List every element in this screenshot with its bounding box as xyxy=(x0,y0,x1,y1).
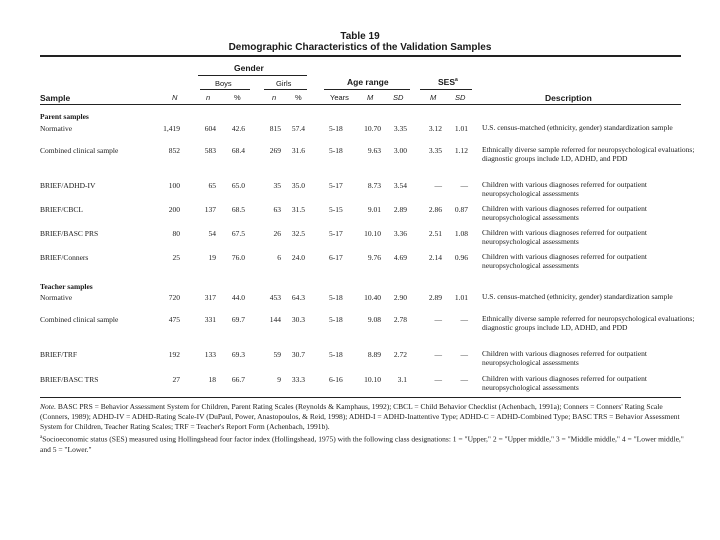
cell-years: 5-18 xyxy=(329,315,343,324)
cell-age-m: 10.70 xyxy=(364,124,381,133)
cell-boys-pct: 67.5 xyxy=(231,229,245,238)
cell-age-sd: 2.78 xyxy=(393,315,407,324)
header-boys: Boys xyxy=(215,79,232,88)
header-girls: Girls xyxy=(276,79,292,88)
header-ses-sd: SD xyxy=(455,93,466,102)
cell-ses-m: — xyxy=(434,375,442,384)
cell-description: Ethnically diverse sample referred for neuropsychological evaluations; diagnostic groups include LD, ADHD, and PDD xyxy=(482,314,695,332)
cell-boys-n: 331 xyxy=(204,315,216,324)
cell-ses-m: 2.86 xyxy=(428,205,442,214)
cell-boys-n: 604 xyxy=(204,124,216,133)
girls-rule xyxy=(264,89,307,90)
cell-description: Children with various diagnoses referred for outpatient neuropsychological assessments xyxy=(482,204,647,222)
cell-girls-n: 144 xyxy=(269,315,281,324)
cell-ses-m: 2.14 xyxy=(428,253,442,262)
cell-ses-sd: 1.12 xyxy=(454,146,468,155)
cell-boys-n: 18 xyxy=(208,375,216,384)
cell-age-m: 10.40 xyxy=(364,293,381,302)
cell-N: 200 xyxy=(168,205,180,214)
cell-sample: Combined clinical sample xyxy=(40,146,119,155)
footnote-text: Socioeconomic status (SES) measured using Hollingshead four factor index (Hollingshead, 1975) with the following class designations: 1 = "Upper," 2 = "Upper middle," 3 = "Middle middle," 4 = "Lower middle," and 5 = "Lower." xyxy=(40,434,684,454)
cell-age-sd: 2.90 xyxy=(393,293,407,302)
cell-sample: BRIEF/BASC PRS xyxy=(40,229,99,238)
cell-boys-pct: 69.3 xyxy=(231,350,245,359)
cell-boys-pct: 68.5 xyxy=(231,205,245,214)
cell-girls-n: 9 xyxy=(277,375,281,384)
header-girls-n: n xyxy=(272,93,277,102)
cell-sample: BRIEF/ADHD-IV xyxy=(40,181,96,190)
cell-girls-pct: 30.3 xyxy=(291,315,305,324)
cell-boys-pct: 44.0 xyxy=(231,293,245,302)
cell-age-sd: 2.89 xyxy=(393,205,407,214)
cell-ses-sd: 1.08 xyxy=(454,229,468,238)
cell-description: Children with various diagnoses referred for outpatient neuropsychological assessments xyxy=(482,180,647,198)
cell-boys-pct: 42.6 xyxy=(231,124,245,133)
header-boys-n: n xyxy=(206,93,211,102)
cell-ses-m: 2.51 xyxy=(428,229,442,238)
ses-rule xyxy=(420,89,472,90)
cell-girls-n: 63 xyxy=(273,205,281,214)
cell-girls-pct: 64.3 xyxy=(291,293,305,302)
cell-girls-pct: 32.5 xyxy=(291,229,305,238)
cell-years: 5-18 xyxy=(329,293,343,302)
cell-girls-n: 59 xyxy=(273,350,281,359)
cell-N: 27 xyxy=(172,375,180,384)
cell-girls-n: 453 xyxy=(269,293,281,302)
cell-sample: Combined clinical sample xyxy=(40,315,119,324)
cell-age-sd: 3.54 xyxy=(393,181,407,190)
cell-N: 192 xyxy=(168,350,180,359)
cell-ses-sd: — xyxy=(460,350,468,359)
cell-girls-pct: 33.3 xyxy=(291,375,305,384)
header-sample: Sample xyxy=(40,93,71,103)
cell-years: 6-16 xyxy=(329,375,343,384)
cell-sample: BRIEF/BASC TRS xyxy=(40,375,99,384)
cell-girls-n: 26 xyxy=(273,229,281,238)
cell-ses-m: — xyxy=(434,315,442,324)
cell-girls-pct: 57.4 xyxy=(291,124,305,133)
cell-boys-pct: 66.7 xyxy=(231,375,245,384)
cell-girls-n: 6 xyxy=(277,253,281,262)
cell-age-sd: 3.36 xyxy=(393,229,407,238)
cell-girls-pct: 31.6 xyxy=(291,146,305,155)
header-years: Years xyxy=(330,93,349,102)
cell-boys-pct: 68.4 xyxy=(231,146,245,155)
cell-years: 5-18 xyxy=(329,350,343,359)
cell-age-sd: 3.1 xyxy=(397,375,407,384)
cell-girls-pct: 30.7 xyxy=(291,350,305,359)
cell-girls-pct: 24.0 xyxy=(291,253,305,262)
cell-age-m: 10.10 xyxy=(364,229,381,238)
note-text: BASC PRS = Behavior Assessment System for Children, Parent Rating Scales (Reynolds & Kamphaus, 1992); CBCL = Child Behavior Checklist (Achenbach, 1991a); Conners = Conners' Rating Scale (Conners, 1989); ADHD-IV = ADHD-Rating Scale-IV (DuPaul, Power, Anastopoulos, & Reid, 1998); ADHD-I = ADHD-Inattentive Type; ADHD-C = ADHD-Combined Type; BASC TRS = Behavior Assessment System for Children, Teacher Rating Scales; TRF = Teacher's Report Form (Achenbach, 1991b). xyxy=(40,402,680,431)
cell-boys-pct: 65.0 xyxy=(231,181,245,190)
cell-sample: BRIEF/CBCL xyxy=(40,205,83,214)
cell-ses-m: 3.35 xyxy=(428,146,442,155)
header-gender: Gender xyxy=(234,63,264,73)
cell-ses-m: — xyxy=(434,350,442,359)
cell-age-sd: 3.00 xyxy=(393,146,407,155)
header-boys-pct: % xyxy=(234,93,241,102)
cell-girls-n: 35 xyxy=(273,181,281,190)
cell-years: 5-18 xyxy=(329,146,343,155)
cell-ses-sd: 0.96 xyxy=(454,253,468,262)
cell-ses-sd: — xyxy=(460,181,468,190)
header-age-range: Age range xyxy=(347,77,389,87)
cell-ses-sd: — xyxy=(460,375,468,384)
cell-boys-pct: 69.7 xyxy=(231,315,245,324)
cell-description: U.S. census-matched (ethnicity, gender) standardization sample xyxy=(482,292,673,301)
cell-girls-pct: 35.0 xyxy=(291,181,305,190)
age-rule xyxy=(324,89,410,90)
cell-N: 852 xyxy=(168,146,180,155)
cell-description: Children with various diagnoses referred for outpatient neuropsychological assessments xyxy=(482,252,647,270)
cell-ses-sd: 1.01 xyxy=(454,124,468,133)
boys-rule xyxy=(200,89,250,90)
cell-description: Children with various diagnoses referred for outpatient neuropsychological assessments xyxy=(482,228,647,246)
cell-age-sd: 2.72 xyxy=(393,350,407,359)
cell-sample: Normative xyxy=(40,293,73,302)
cell-boys-n: 317 xyxy=(204,293,216,302)
cell-N: 100 xyxy=(168,181,180,190)
cell-boys-n: 54 xyxy=(208,229,216,238)
footnote-paragraph xyxy=(40,433,685,455)
cell-ses-sd: — xyxy=(460,315,468,324)
section-label: Teacher samples xyxy=(40,282,93,291)
cell-boys-n: 65 xyxy=(208,181,216,190)
note-label: Note. xyxy=(40,402,57,411)
top-rule xyxy=(40,55,681,57)
cell-sample: BRIEF/Conners xyxy=(40,253,89,262)
cell-years: 5-15 xyxy=(329,205,343,214)
cell-age-m: 9.08 xyxy=(367,315,381,324)
cell-years: 5-17 xyxy=(329,229,343,238)
header-N: N xyxy=(172,93,178,102)
header-rule xyxy=(40,104,681,105)
cell-description: U.S. census-matched (ethnicity, gender) standardization sample xyxy=(482,123,673,132)
cell-age-sd: 4.69 xyxy=(393,253,407,262)
cell-ses-m: 3.12 xyxy=(428,124,442,133)
cell-ses-m: 2.89 xyxy=(428,293,442,302)
table-subtitle: Demographic Characteristics of the Validation Samples xyxy=(228,42,492,53)
cell-age-m: 9.76 xyxy=(367,253,381,262)
footnote-marker: a xyxy=(40,435,43,440)
cell-age-sd: 3.35 xyxy=(393,124,407,133)
cell-girls-n: 269 xyxy=(269,146,281,155)
table-title: Table 19 xyxy=(340,31,380,42)
cell-description: Children with various diagnoses referred for outpatient neuropsychological assessments xyxy=(482,349,647,367)
header-age-m: M xyxy=(367,93,374,102)
table-notes xyxy=(40,402,685,456)
note-paragraph xyxy=(40,402,685,432)
cell-boys-n: 133 xyxy=(204,350,216,359)
cell-description: Children with various diagnoses referred for outpatient neuropsychological assessments xyxy=(482,374,647,392)
cell-N: 1,419 xyxy=(163,124,180,133)
cell-ses-sd: 0.87 xyxy=(454,205,468,214)
cell-girls-n: 815 xyxy=(269,124,281,133)
cell-ses-sd: 1.01 xyxy=(454,293,468,302)
cell-years: 6-17 xyxy=(329,253,343,262)
cell-age-m: 10.10 xyxy=(364,375,381,384)
cell-N: 25 xyxy=(172,253,180,262)
cell-age-m: 9.01 xyxy=(367,205,381,214)
cell-sample: BRIEF/TRF xyxy=(40,350,78,359)
gender-rule xyxy=(198,75,307,76)
cell-boys-pct: 76.0 xyxy=(231,253,245,262)
cell-age-m: 9.63 xyxy=(367,146,381,155)
cell-boys-n: 583 xyxy=(204,146,216,155)
header-girls-pct: % xyxy=(295,93,302,102)
header-description: Description xyxy=(545,93,592,103)
header-age-sd: SD xyxy=(393,93,404,102)
header-ses-m: M xyxy=(430,93,437,102)
cell-N: 720 xyxy=(168,293,180,302)
section-label: Parent samples xyxy=(40,112,89,121)
cell-boys-n: 137 xyxy=(204,205,216,214)
cell-description: Ethnically diverse sample referred for neuropsychological evaluations; diagnostic groups include LD, ADHD, and PDD xyxy=(482,145,695,163)
cell-years: 5-17 xyxy=(329,181,343,190)
cell-sample: Normative xyxy=(40,124,73,133)
cell-age-m: 8.89 xyxy=(367,350,381,359)
cell-girls-pct: 31.5 xyxy=(291,205,305,214)
bottom-rule xyxy=(40,397,681,398)
cell-age-m: 8.73 xyxy=(367,181,381,190)
cell-ses-m: — xyxy=(434,181,442,190)
cell-N: 80 xyxy=(172,229,180,238)
cell-years: 5-18 xyxy=(329,124,343,133)
cell-N: 475 xyxy=(168,315,180,324)
header-ses: SES$^a$ xyxy=(438,77,458,87)
cell-boys-n: 19 xyxy=(208,253,216,262)
